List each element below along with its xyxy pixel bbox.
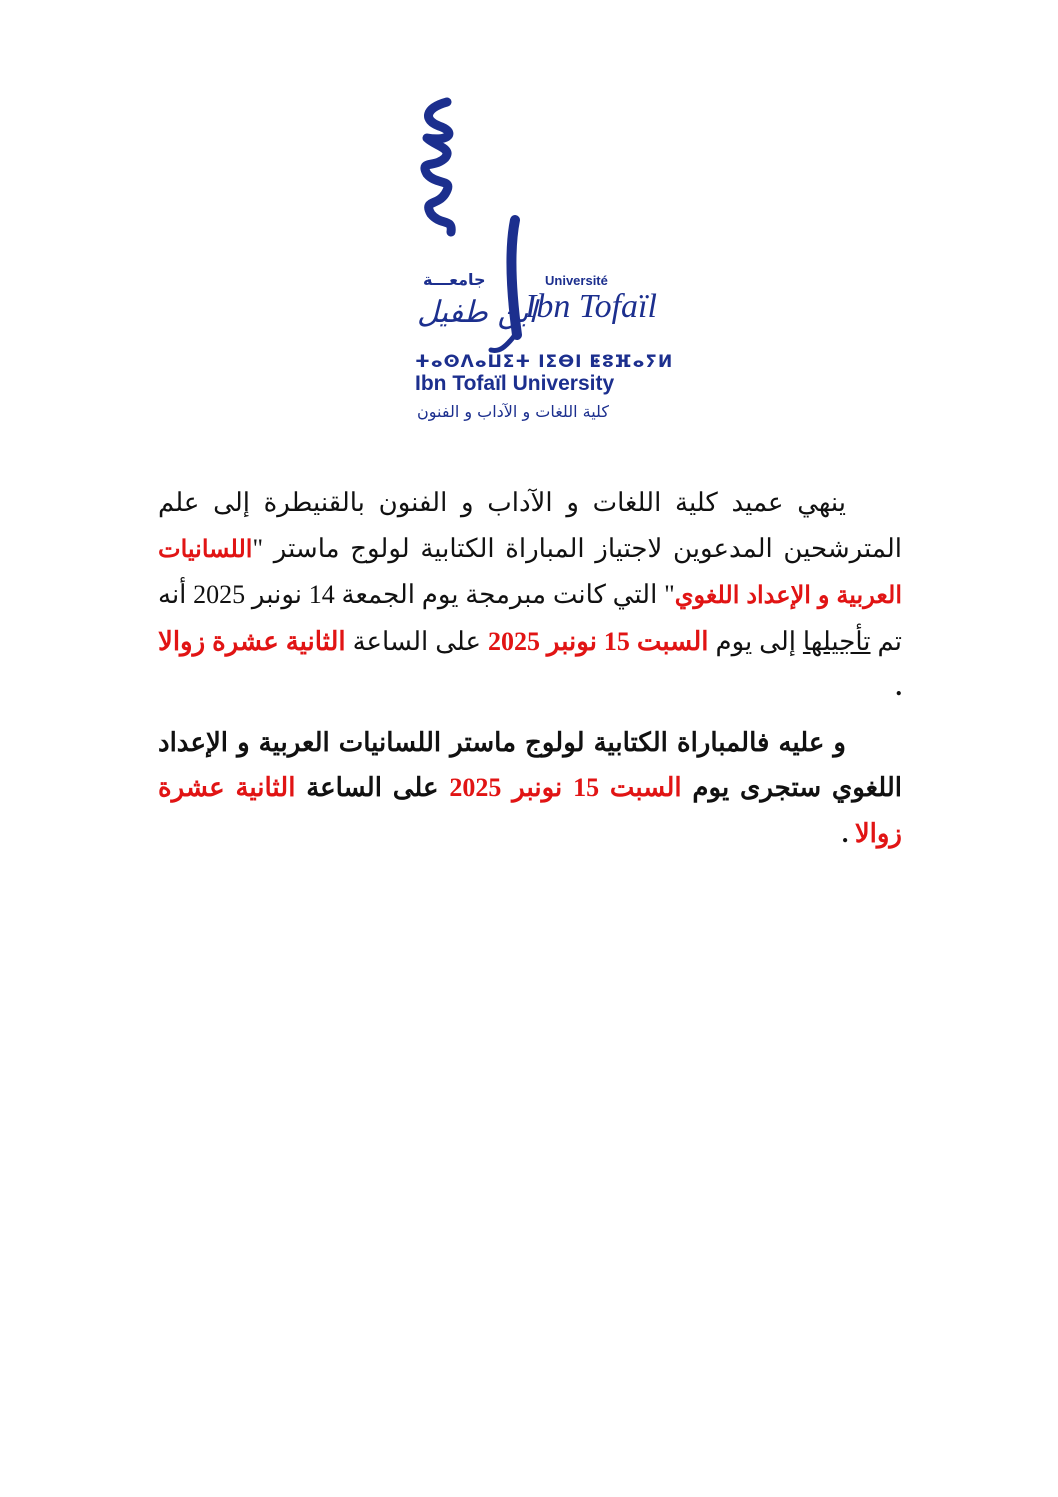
new-date: السبت 15 نونبر 2025 (487, 626, 709, 656)
p1-text-c: إلى يوم (708, 626, 803, 656)
logo-universite-text: Université (545, 273, 608, 288)
p1-text-e: . (895, 672, 902, 701)
logo-jamia-text: جامعـــة (423, 270, 486, 289)
logo-ibn-tofail-script: Ibn Tofaïl (525, 288, 657, 325)
logo-tifinagh-text: ⵜⴰⵙⴷⴰⵡⵉⵜ ⵏⵉⴱⵏ ⵟⵓⴼⴰⵢⵍ (415, 352, 674, 372)
postponed-word: تأجيلها (802, 626, 871, 656)
logo-university-name: Ibn Tofaïl University (415, 372, 615, 395)
exam-time-2: الثانية عشرة زوالا (158, 773, 902, 848)
university-logo (405, 90, 674, 435)
p2-text-a: و عليه فالمباراة الكتابية لولوج ماستر اللسانيات العربية و الإعداد اللغوي ستجرى يوم (158, 727, 902, 802)
new-date-2: السبت 15 نونبر 2025 (449, 773, 682, 802)
master-name: اللسانيات العربية و الإعداد اللغوي (158, 535, 902, 609)
p2-text-b: على الساعة (295, 773, 450, 802)
p1-text-d: على الساعة (345, 626, 488, 656)
notice-paragraph-2 (158, 720, 902, 857)
p1-text-b: " التي كانت مبرمجة يوم الجمعة 14 نونبر 2025 أنه تم (158, 580, 902, 656)
p2-text-c: . (841, 818, 855, 848)
notice-paragraph-1 (158, 480, 902, 710)
logo-ibn-tofail-arabic: ابن طفيل (417, 295, 537, 330)
notice-body (158, 480, 902, 856)
exam-time: الثانية عشرة زوالا (158, 626, 346, 656)
logo-faculty-name: كلية اللغات و الآداب و الفنون (417, 402, 609, 421)
p1-text-a: ينهي عميد كلية اللغات و الآداب و الفنون بالقنيطرة إلى علم المترشحين المدعوين لاجتياز المباراة الكتابية لولوج ماستر " (158, 488, 902, 563)
